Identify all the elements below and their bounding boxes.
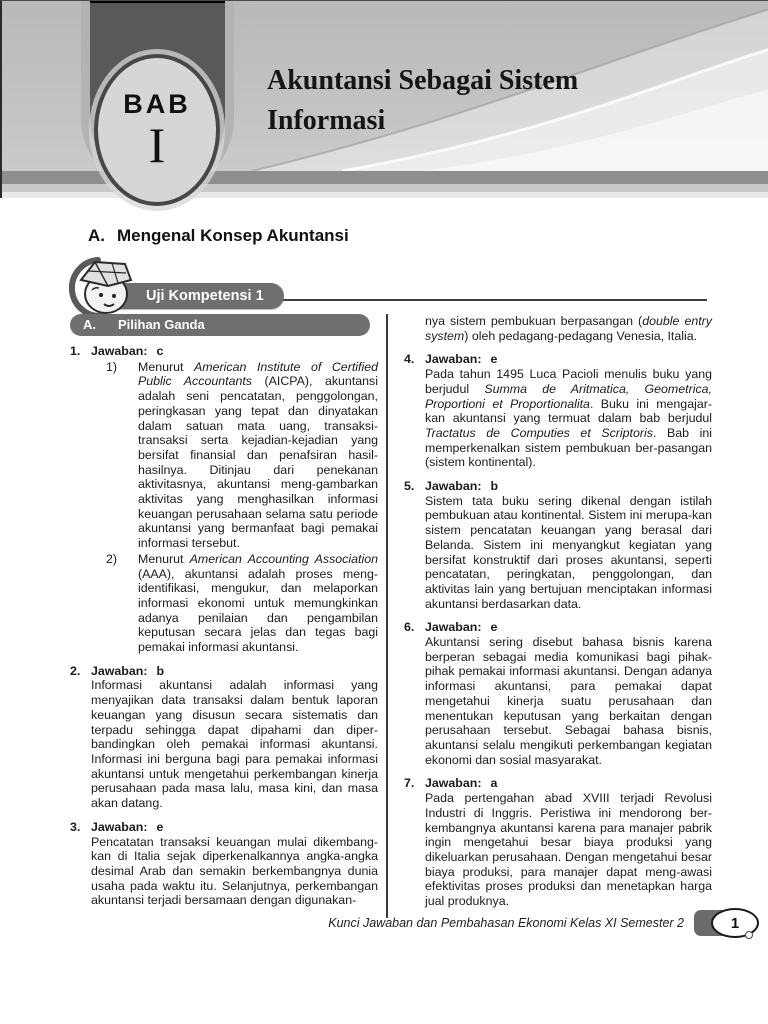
answer-letter: e <box>156 819 164 834</box>
footer-text: Kunci Jawaban dan Pembahasan Ekonomi Kelas XI Semester 2 <box>328 916 684 930</box>
part-header-label: Pilihan Ganda <box>118 317 205 332</box>
answer-heading <box>425 776 712 791</box>
answer-item <box>404 776 712 908</box>
chapter-label: BAB <box>123 89 191 119</box>
competency-badge: Uji Kompetensi 1 <box>104 283 284 309</box>
text-run: . Buku ini mengajar-kan akuntansi yang termuat dalam bab berjudul <box>425 396 712 426</box>
answer-label: Jawaban: <box>425 352 482 367</box>
item-number: 3. <box>70 819 81 834</box>
section-heading <box>88 226 349 246</box>
italic-term: Tractatus de Computies et Scriptoris <box>425 425 653 440</box>
sub-item-text <box>138 360 378 551</box>
answer-letter: c <box>156 344 164 358</box>
mascot-icon <box>68 256 140 318</box>
right-column <box>388 314 712 918</box>
header-band-light <box>2 192 768 198</box>
carryover-paragraph <box>425 314 712 343</box>
text-run: Informasi akuntansi adalah informasi yang menyajikan data transaksi dalam bentuk laporan keuangan yang disusun secara sistematis dan terpadu sehingga dapat dipahami dan diper-bandingkan oleh pemakai informasi akuntansi. Informasi ini berguna bagi para pemakai informasi akuntansi untuk mengetahui perkembangan kinerja perusahaan pada masa lalu, masa kini, dan masa akan datang. <box>91 678 378 811</box>
sub-item-text <box>138 552 378 655</box>
answer-label: Jawaban: <box>91 819 148 834</box>
answer-paragraph <box>425 635 712 767</box>
left-column-items <box>70 344 378 908</box>
item-number: 6. <box>404 620 415 635</box>
answer-heading <box>91 344 378 359</box>
text-run: . Bab ini memperkenalkan sistem pembukuan ber-pasangan (sistem kontinental). <box>425 425 712 470</box>
part-header <box>70 314 370 336</box>
item-body <box>425 620 712 767</box>
answer-paragraph <box>425 367 712 470</box>
item-number: 1. <box>70 344 81 358</box>
text-run: (AICPA), akuntansi adalah seni pencatatan, penggolongan, peringkasan yang tepat dan dinyatakan dalam satuan mata uang, transaksi-transaksi serta kejadian-kejadian yang bersifat finansial dan penafsiran hasil-hasilnya. Ditinjau dari penekanan aktivitasnya, akuntansi meng-gambarkan aktivitas yang menghasilkan informasi keuangan perusahaan selama satu periode akuntansi yang bermanfaat bagi pemakai informasi tersebut. <box>138 374 378 551</box>
text-run: Akuntansi sering disebut bahasa bisnis karena berperan sebagai media komunikasi bagi pihak-pihak pemakai informasi akuntansi. Dengan adanya informasi akuntansi, para pemakai dapat mengetahui kinerja suatu perusahaan dan menentukan keputusan yang berkaitan dengan perusahaan tersebut. Sebagai bahasa bisnis, akuntansi selalu mengikuti perkembangan kegiatan ekonomi dan sosial masyarakat. <box>425 635 712 767</box>
left-column <box>70 314 378 918</box>
item-number: 7. <box>404 776 415 791</box>
answer-label: Jawaban: <box>425 620 482 635</box>
answer-letter: e <box>490 620 498 635</box>
answer-heading <box>91 820 378 835</box>
chapter-title <box>267 61 578 141</box>
sub-item <box>106 360 378 551</box>
page-badge-dot <box>745 931 753 939</box>
text-run: Menurut <box>138 359 195 374</box>
item-body <box>91 820 378 908</box>
answer-item <box>404 479 712 611</box>
item-body <box>425 776 712 908</box>
chapter-title-line1: Akuntansi Sebagai Sistem <box>267 65 579 96</box>
answer-heading <box>91 664 378 679</box>
answer-item <box>70 820 378 908</box>
answer-letter: a <box>490 776 498 791</box>
item-body <box>91 344 378 655</box>
text-run: Menurut <box>138 551 190 566</box>
text-run: (AAA), akuntansi adalah proses meng-identifikasi, mengukur, dan melaporkan informasi ekonomi untuk memungkinkan adanya penilaian dan pengambilan keputusan secara jelas dan tegas bagi pemakai informasi akuntansi. <box>138 566 378 655</box>
italic-term: American Institute of Certified Public Accountants <box>138 359 378 389</box>
answer-columns <box>70 314 712 918</box>
answer-label: Jawaban: <box>425 479 482 494</box>
text-run: ) oleh pedagang-pedagang Venesia, Italia. <box>464 328 698 343</box>
italic-term: Summa de Aritmatica, Geometrica, Proportioni et Proportionalita <box>425 381 712 411</box>
horizontal-rule <box>225 299 707 301</box>
answer-item <box>70 344 378 655</box>
text-run: nya sistem pembukuan berpasangan ( <box>425 314 643 328</box>
item-number: 4. <box>404 352 415 367</box>
text-run: Pencatatan transaksi keuangan mulai dikembang-kan di Italia sejak diperkenalkannya angka-angka desimal Arab dan semakin berkembangnya dunia usaha pada waktu itu. Selanjutnya, perkembangan akuntansi terjadi bersamaan dengan digunakan- <box>91 834 378 908</box>
section-heading-prefix: A. <box>88 226 105 245</box>
answer-paragraph <box>425 791 712 909</box>
answer-paragraph <box>91 835 378 909</box>
section-heading-text: Mengenal Konsep Akuntansi <box>117 226 349 245</box>
item-number: 5. <box>404 479 415 494</box>
chapter-title-line2: Informasi <box>267 105 386 136</box>
answer-letter: b <box>490 479 499 494</box>
answer-paragraph <box>91 678 378 810</box>
item-body <box>91 664 378 811</box>
item-number: 2. <box>70 663 81 678</box>
answer-heading <box>425 352 712 367</box>
italic-term: American Accounting Association <box>189 551 378 566</box>
sub-item <box>106 552 378 655</box>
sub-item-number: 2) <box>106 551 118 566</box>
answer-paragraph <box>425 494 712 612</box>
chapter-badge <box>94 54 220 206</box>
text-run: Pada pertengahan abad XVIII terjadi Revolusi Industri di Inggris. Peristiwa ini mendorong ber-kembangnya akuntansi karena para manajer pabrik ingin mengetahui besar biaya produksi yang dikeluarkan perusahaan. Dengan mengetahui besar biaya produksi, para manajer dapat meng-awasi efektivitas proses produksi dan menetapkan harga jual produknya. <box>425 791 712 909</box>
answer-item <box>404 352 712 470</box>
page-number: 1 <box>711 908 759 938</box>
item-body <box>425 479 712 611</box>
item-body <box>425 352 712 470</box>
italic-term: double entry system <box>425 314 712 343</box>
text-run: Pada tahun 1495 Luca Pacioli menulis buku yang berjudul <box>425 367 712 396</box>
chapter-number: I <box>148 117 166 173</box>
text-run: Sistem tata buku sering dikenal dengan istilah pembukuan atau kontinental. Sistem ini merupa-kan sistem pencatatan keuangan yang berasal dari Belanda. Sistem ini menyangkut kegiatan yang bersifat konstruktif dari proses akuntansi, seperti pencatatan, peringkatan, penggolongan, dan aktivitas lain yang bertujuan menciptakan informasi akuntansi berdasarkan data. <box>425 493 712 611</box>
page-number-badge <box>694 908 762 938</box>
answer-letter: e <box>490 352 498 367</box>
right-column-items <box>404 314 712 909</box>
answer-letter: b <box>156 663 165 678</box>
answer-heading <box>425 479 712 494</box>
chapter-header <box>0 0 768 198</box>
answer-label: Jawaban: <box>91 344 148 358</box>
part-header-prefix: A. <box>83 317 96 332</box>
answer-label: Jawaban: <box>425 776 482 791</box>
answer-item <box>404 620 712 767</box>
answer-heading <box>425 620 712 635</box>
answer-label: Jawaban: <box>91 663 148 678</box>
sub-item-number: 1) <box>106 359 118 374</box>
page-footer <box>0 908 762 938</box>
answer-item <box>70 664 378 811</box>
competency-header <box>0 256 768 318</box>
